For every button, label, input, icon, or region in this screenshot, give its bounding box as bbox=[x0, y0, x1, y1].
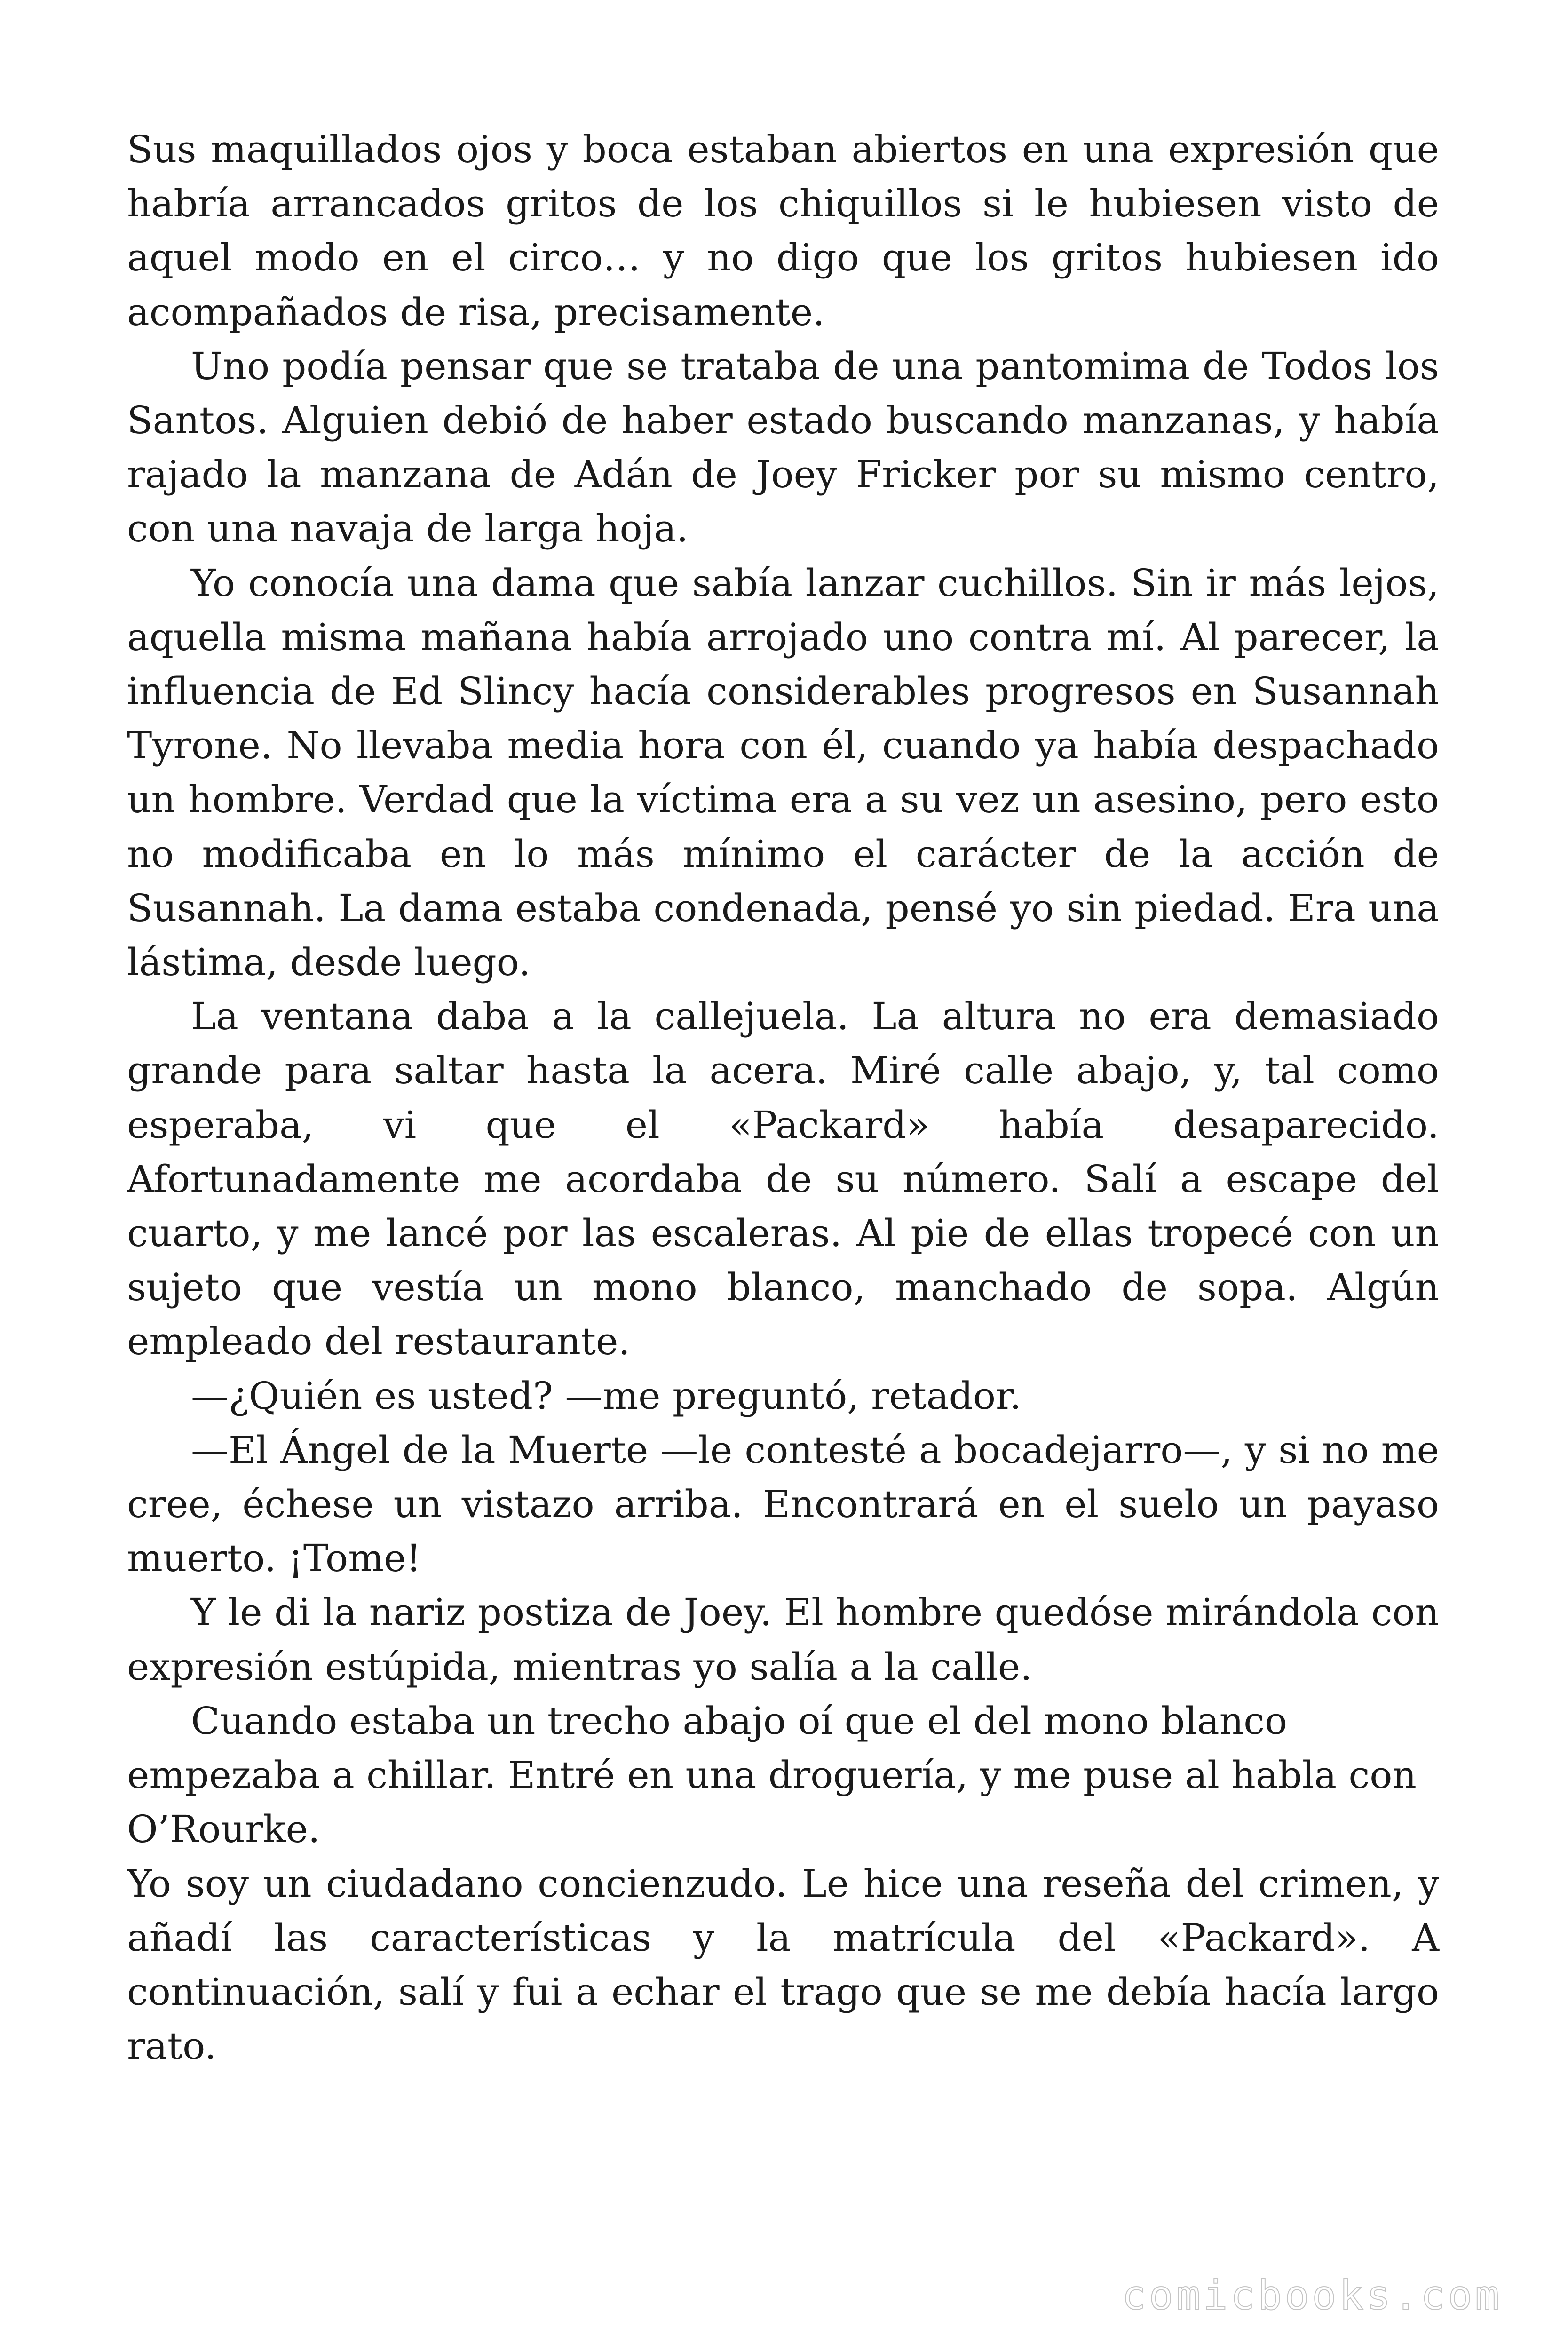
paragraph: Yo soy un ciudadano concienzudo. Le hice una reseña del crimen, y añadí las características y la matrícula del «Packard». A continuación, salí y fui a echar el trago que se me debía hacía largo rato. bbox=[127, 1861, 1439, 2068]
paragraph: Uno podía pensar que se trataba de una pantomima de Todos los Santos. Alguien debió de haber estado buscando manzanas, y había rajado la manzana de Adán de Joey Fricker por su mismo centro, con una navaja de larga hoja. bbox=[127, 344, 1439, 551]
watermark: comicbooks.com bbox=[1122, 2272, 1502, 2319]
paragraph: Cuando estaba un trecho abajo oí que el del mono blanco empezaba a chillar. Entré en una droguería, y me puse al habla con O’Rourke. bbox=[127, 1699, 1417, 1851]
dialogue-line: —¿Quién es usted? —me preguntó, retador. bbox=[191, 1374, 1022, 1418]
paragraph: Yo conocía una dama que sabía lanzar cuchillos. Sin ir más lejos, aquella misma mañana había arrojado uno contra mí. Al parecer, la influencia de Ed Slincy hacía considerables progresos en Susannah Tyrone. No llevaba media hora con él, cuando ya había despachado un hombre. Verdad que la víctima era a su vez un asesino, pero esto no modificaba en lo más mínimo el carácter de la acción de Susannah. La dama estaba condenada, pensé yo sin piedad. Era una lástima, desde luego. bbox=[127, 561, 1439, 985]
paragraph: La ventana daba a la callejuela. La altura no era demasiado grande para saltar hasta la acera. Miré calle abajo, y, tal como esperaba, vi que el «Packard» había desaparecido. Afortunadamente me acordaba de su número. Salí a escape del cuarto, y me lancé por las escaleras. Al pie de ellas tropecé con un sujeto que vestía un mono blanco, manchado de sopa. Algún empleado del restaurante. bbox=[127, 994, 1439, 1364]
body-text bbox=[127, 122, 1439, 2073]
dialogue-line: —El Ángel de la Muerte —le contesté a bocadejarro—, y si no me cree, échese un vistazo arriba. Encontrará en el suelo un payaso muerto. ¡Tome! bbox=[127, 1428, 1439, 1581]
paragraph: Sus maquillados ojos y boca estaban abiertos en una expresión que habría arrancados gritos de los chiquillos si le hubiesen visto de aquel modo en el circo… y no digo que los gritos hubiesen ido acompañados de risa, precisamente. bbox=[127, 127, 1439, 334]
paragraph: Y le di la nariz postiza de Joey. El hombre quedóse mirándola con expresión estúpida, mientras yo salía a la calle. bbox=[127, 1590, 1439, 1689]
